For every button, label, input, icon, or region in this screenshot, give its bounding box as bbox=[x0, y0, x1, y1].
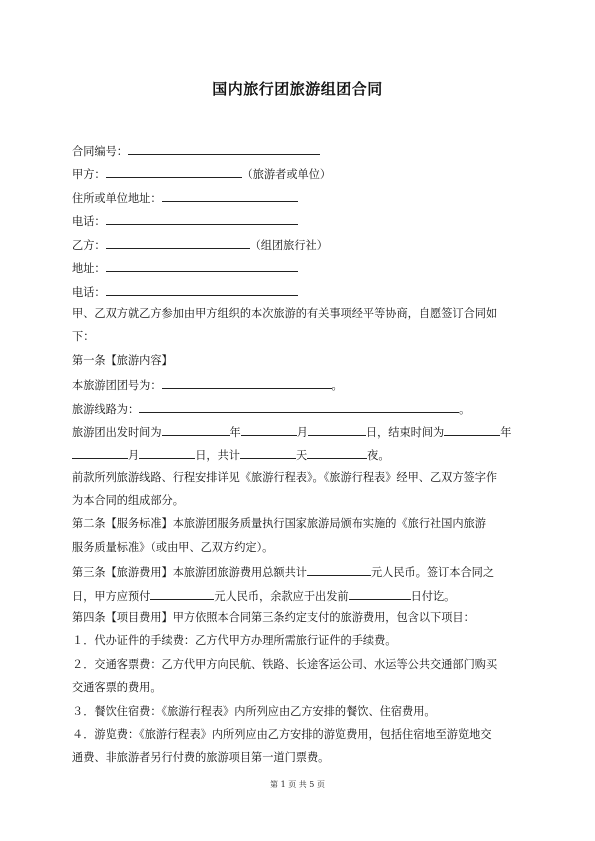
itinerary-text-2: 为本合同的组成部分。 bbox=[72, 494, 184, 507]
departure-label: 旅游团出发时间为 bbox=[72, 426, 162, 439]
article-3-text-c: 日，甲方应预付 bbox=[72, 590, 151, 603]
phone-a-line bbox=[72, 213, 298, 229]
group-number-label: 本旅游团团号为： bbox=[72, 379, 162, 392]
nights-label: 夜。 bbox=[367, 449, 390, 462]
phone-a-blank[interactable] bbox=[106, 213, 298, 225]
intro-text-1: 甲、乙双方就乙方参加由甲方组织的本次旅游的有关事项经平等协商，自愿签订合同如 bbox=[72, 307, 498, 320]
party-a-blank[interactable] bbox=[106, 166, 242, 178]
party-b-line bbox=[72, 237, 328, 253]
group-number-line bbox=[72, 377, 343, 393]
article-1-heading: 第一条【旅游内容】 bbox=[72, 354, 173, 367]
party-a-label: 甲方： bbox=[72, 168, 106, 181]
article-3-text-b: 元人民币。签订本合同之 bbox=[370, 566, 495, 579]
item-3-text: ３．餐饮住宿费：《旅游行程表》内所列应由乙方安排的餐饮、住宿费用。 bbox=[72, 705, 436, 718]
contract-number-label: 合同编号： bbox=[72, 145, 128, 158]
itinerary-text-1: 前款所列旅游线路、行程安排详见《旅游行程表》。《旅游行程表》经甲、乙双方签字作 bbox=[72, 471, 498, 484]
item-2-text-2: 交通客票的费用。 bbox=[72, 681, 162, 694]
article-3-text-a: 第三条【旅游费用】本旅游团旅游费用总额共计 bbox=[72, 566, 307, 579]
article-3-text-d: 元人民币，余款应于出发前 bbox=[214, 590, 349, 603]
item-1-text: １．代办证件的手续费：乙方代甲方办理所需旅行证件的手续费。 bbox=[72, 634, 397, 647]
nights-blank[interactable] bbox=[307, 447, 367, 459]
article-3-line-2 bbox=[72, 588, 455, 604]
item-4-text-1: ４．游览费：《旅游行程表》内所列应由乙方安排的游览费用，包括住宿地至游览地交 bbox=[72, 728, 492, 741]
party-a-note: （旅游者或单位） bbox=[241, 168, 332, 181]
end-day-blank[interactable] bbox=[139, 447, 195, 459]
period-mark: 。 bbox=[331, 379, 343, 392]
address-label: 住所或单位地址： bbox=[72, 192, 162, 205]
depart-year-blank[interactable] bbox=[162, 424, 230, 436]
depart-month-blank[interactable] bbox=[241, 424, 297, 436]
document-title: 国内旅行团旅游组团合同 bbox=[212, 80, 383, 98]
year-label: 年 bbox=[500, 426, 512, 439]
end-time-label: 日，结束时间为 bbox=[365, 426, 445, 439]
address-b-line bbox=[72, 260, 298, 276]
days-label: 天 bbox=[295, 449, 308, 462]
total-fee-blank[interactable] bbox=[307, 564, 371, 576]
article-2-text-1: 第二条【服务标准】本旅游团服务质量执行国家旅游局颁布实施的《旅行社国内旅游 bbox=[72, 517, 486, 530]
month-label: 月 bbox=[296, 426, 308, 439]
period-mark: 。 bbox=[459, 403, 471, 416]
phone-b-line bbox=[72, 284, 298, 300]
phone-b-label: 电话： bbox=[72, 286, 106, 299]
end-month-blank[interactable] bbox=[72, 447, 128, 459]
article-2-text-2: 服务质量标准》（或由甲、乙双方约定）。 bbox=[72, 541, 274, 554]
party-b-label: 乙方： bbox=[72, 239, 106, 252]
departure-line bbox=[72, 424, 511, 440]
page-footer: 第 1 页 共 5 页 bbox=[270, 780, 325, 789]
depart-day-blank[interactable] bbox=[308, 424, 366, 436]
route-label: 旅游线路为： bbox=[72, 403, 140, 416]
article-3-text-e: 日付讫。 bbox=[410, 590, 456, 603]
route-blank[interactable] bbox=[139, 401, 459, 413]
end-year-blank[interactable] bbox=[444, 424, 500, 436]
article-3-line-1 bbox=[72, 564, 494, 580]
days-blank[interactable] bbox=[240, 447, 296, 459]
item-2-text-1: ２．交通客票费：乙方代甲方向民航、铁路、长途客运公司、水运等公共交通部门购买 bbox=[72, 658, 498, 671]
contract-number-line bbox=[72, 143, 320, 159]
party-a-line bbox=[72, 166, 331, 182]
address-line bbox=[72, 190, 298, 206]
duration-line bbox=[72, 447, 390, 463]
intro-text-2: 下： bbox=[72, 330, 95, 343]
party-b-blank[interactable] bbox=[106, 237, 250, 249]
route-line bbox=[72, 401, 470, 417]
prepay-blank[interactable] bbox=[150, 588, 214, 600]
group-number-blank[interactable] bbox=[162, 377, 332, 389]
address-b-blank[interactable] bbox=[106, 260, 298, 272]
article-4-text: 第四条【项目费用】甲方依照本合同第三条约定支付的旅游费用，包含以下项目： bbox=[72, 611, 475, 624]
phone-b-blank[interactable] bbox=[106, 284, 298, 296]
address-blank[interactable] bbox=[162, 190, 298, 202]
phone-a-label: 电话： bbox=[72, 215, 106, 228]
item-4-text-2: 通费、非旅游者另行付费的旅游项目第一道门票费。 bbox=[72, 751, 330, 764]
address-b-label: 地址： bbox=[72, 262, 106, 275]
total-label: 日，共计 bbox=[195, 449, 240, 462]
party-b-note: （组团旅行社） bbox=[249, 239, 328, 252]
year-label: 年 bbox=[229, 426, 241, 439]
balance-days-blank[interactable] bbox=[349, 588, 411, 600]
contract-number-blank[interactable] bbox=[128, 143, 320, 155]
month-label: 月 bbox=[128, 449, 140, 462]
